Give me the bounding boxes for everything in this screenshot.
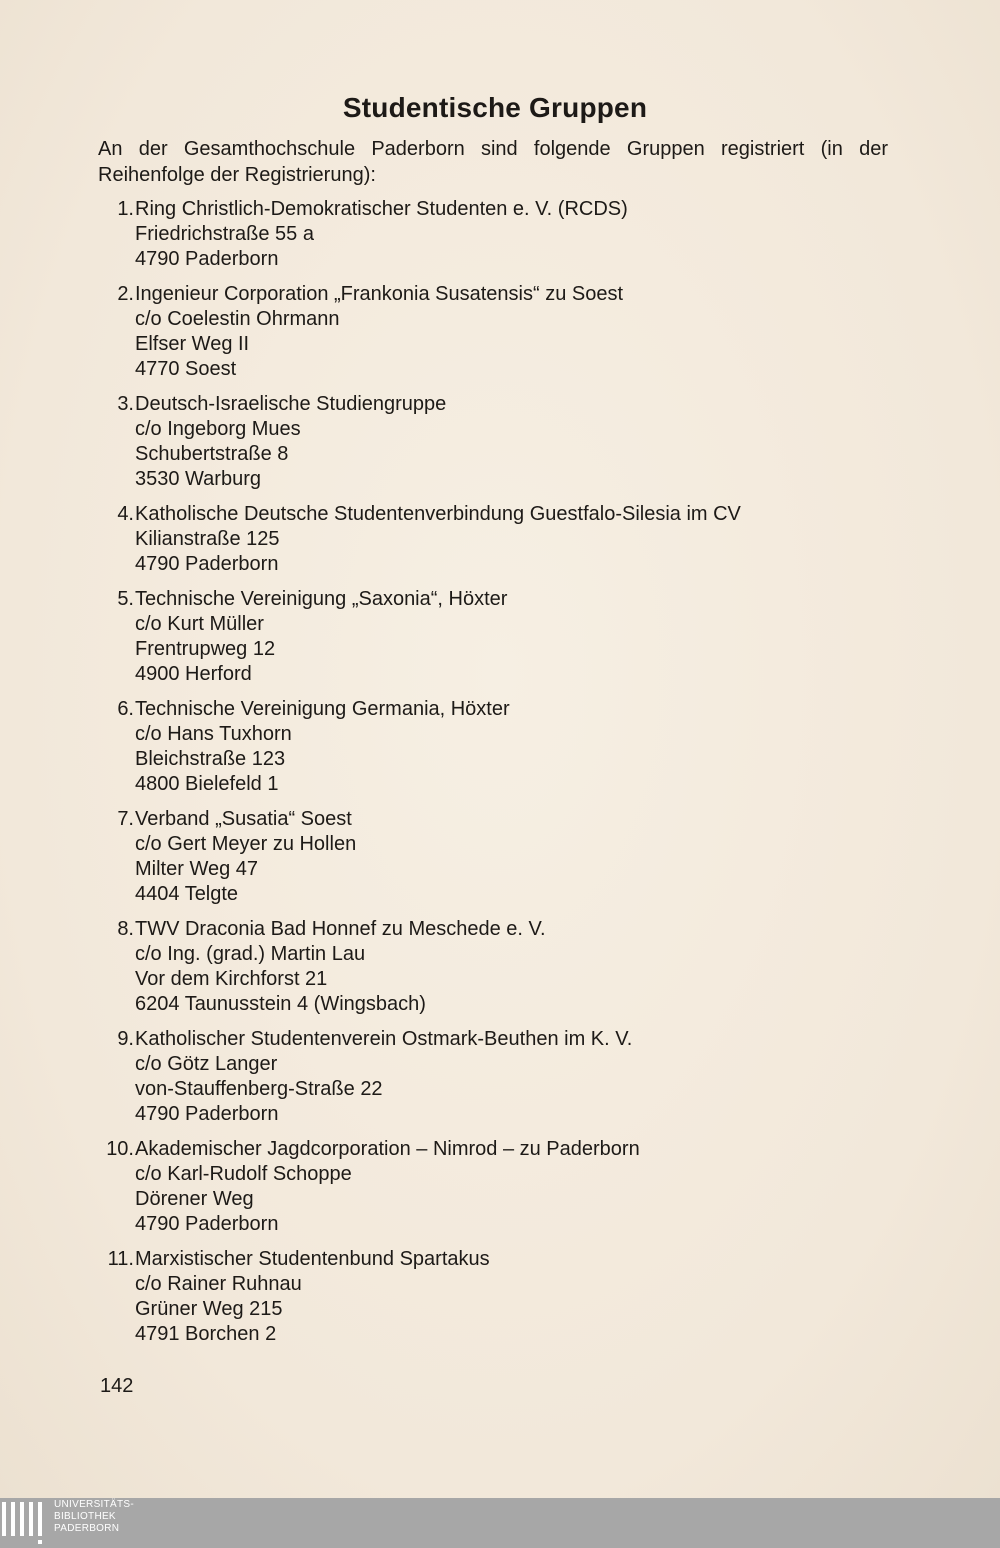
- library-logo-icon: [2, 1500, 46, 1546]
- group-address: [135, 502, 1000, 577]
- address-line: Frentrupweg 12: [135, 638, 276, 660]
- group-address: [135, 282, 1000, 382]
- intro-paragraph: An der Gesamthochschule Paderborn sind folgende Gruppen registriert (in der Reihenfolge der Registrierung):: [98, 138, 888, 186]
- group-address: [135, 197, 1000, 272]
- library-logo-text: [54, 1499, 134, 1535]
- address-line: 4790 Paderborn: [135, 1213, 279, 1235]
- group-name: Akademischer Jagdcorporation – Nimrod – zu Paderborn: [135, 1138, 640, 1160]
- address-line: 4404 Telgte: [135, 883, 239, 905]
- group-address: [135, 807, 1000, 907]
- group-name: TWV Draconia Bad Honnef zu Meschede e. V.: [135, 918, 546, 940]
- address-line: 4900 Herford: [135, 663, 252, 685]
- address-line: Elfser Weg II: [135, 333, 250, 355]
- group-address: [135, 917, 1000, 1017]
- group-number: 7.: [117, 808, 134, 830]
- group-entry: [0, 1247, 1000, 1347]
- address-line: Grüner Weg 215: [135, 1298, 283, 1320]
- address-line: c/o Coelestin Ohrmann: [135, 308, 340, 330]
- address-line: c/o Götz Langer: [135, 1053, 278, 1075]
- group-name: Ingenieur Corporation „Frankonia Susatensis“ zu Soest: [135, 283, 624, 305]
- logo-line: BIBLIOTHEK: [54, 1511, 116, 1522]
- page-number: 142: [100, 1375, 134, 1397]
- library-footer-bar: [0, 1498, 1000, 1548]
- address-line: von-Stauffenberg-Straße 22: [135, 1078, 383, 1100]
- group-number: 4.: [117, 503, 134, 525]
- page-title: Studentische Gruppen: [342, 92, 648, 123]
- address-line: c/o Rainer Ruhnau: [135, 1273, 302, 1295]
- logo-line: UNIVERSITÄTS-: [54, 1499, 135, 1510]
- group-name: Marxistischer Studentenbund Spartakus: [135, 1248, 490, 1270]
- group-number: 5.: [117, 588, 134, 610]
- address-line: Dörener Weg: [135, 1188, 254, 1210]
- address-line: c/o Ingeborg Mues: [135, 418, 301, 440]
- group-number: 10.: [106, 1138, 134, 1160]
- address-line: Kilianstraße 125: [135, 528, 280, 550]
- group-name: Deutsch-Israelische Studiengruppe: [135, 393, 447, 415]
- group-address: [135, 392, 1000, 492]
- address-line: c/o Gert Meyer zu Hollen: [135, 833, 357, 855]
- group-name: Katholische Deutsche Studentenverbindung Guestfalo-Silesia im CV: [135, 503, 741, 525]
- address-line: 4790 Paderborn: [135, 248, 279, 270]
- group-number: 2.: [117, 283, 134, 305]
- address-line: c/o Ing. (grad.) Martin Lau: [135, 943, 366, 965]
- address-line: 4800 Bielefeld 1: [135, 773, 279, 795]
- group-entry: [0, 807, 1000, 907]
- address-line: Bleichstraße 123: [135, 748, 286, 770]
- group-entry: [0, 282, 1000, 382]
- group-address: [135, 1137, 1000, 1237]
- group-number: 3.: [117, 393, 134, 415]
- address-line: Milter Weg 47: [135, 858, 259, 880]
- group-name: Verband „Susatia“ Soest: [135, 808, 352, 830]
- address-line: 4790 Paderborn: [135, 553, 279, 575]
- group-number: 6.: [117, 698, 134, 720]
- group-number: 1.: [117, 198, 134, 220]
- address-line: c/o Hans Tuxhorn: [135, 723, 292, 745]
- group-name: Ring Christlich-Demokratischer Studenten e. V. (RCDS): [135, 198, 628, 220]
- group-address: [135, 1027, 1000, 1127]
- group-entry: [0, 502, 1000, 577]
- group-list: [0, 197, 1000, 1357]
- address-line: 3530 Warburg: [135, 468, 261, 490]
- address-line: 4770 Soest: [135, 358, 237, 380]
- group-name: Technische Vereinigung „Saxonia“, Höxter: [135, 588, 508, 610]
- group-number: 11.: [107, 1248, 134, 1270]
- group-address: [135, 587, 1000, 687]
- group-number: 8.: [117, 918, 134, 940]
- address-line: c/o Karl-Rudolf Schoppe: [135, 1163, 352, 1185]
- group-entry: [0, 1137, 1000, 1237]
- address-line: Schubertstraße 8: [135, 443, 289, 465]
- address-line: Friedrichstraße 55 a: [135, 223, 314, 245]
- address-line: 4791 Borchen 2: [135, 1323, 277, 1345]
- group-entry: [0, 587, 1000, 687]
- group-address: [135, 1247, 1000, 1347]
- group-entry: [0, 392, 1000, 492]
- address-line: Vor dem Kirchforst 21: [135, 968, 328, 990]
- group-entry: [0, 197, 1000, 272]
- address-line: c/o Kurt Müller: [135, 613, 264, 635]
- group-entry: [0, 917, 1000, 1017]
- group-entry: [0, 1027, 1000, 1127]
- logo-line: PADERBORN: [54, 1523, 120, 1534]
- group-number: 9.: [117, 1028, 134, 1050]
- group-name: Technische Vereinigung Germania, Höxter: [135, 698, 510, 720]
- group-name: Katholischer Studentenverein Ostmark-Beuthen im K. V.: [135, 1028, 633, 1050]
- group-entry: [0, 697, 1000, 797]
- address-line: 6204 Taunusstein 4 (Wingsbach): [135, 993, 426, 1015]
- group-address: [135, 697, 1000, 797]
- address-line: 4790 Paderborn: [135, 1103, 279, 1125]
